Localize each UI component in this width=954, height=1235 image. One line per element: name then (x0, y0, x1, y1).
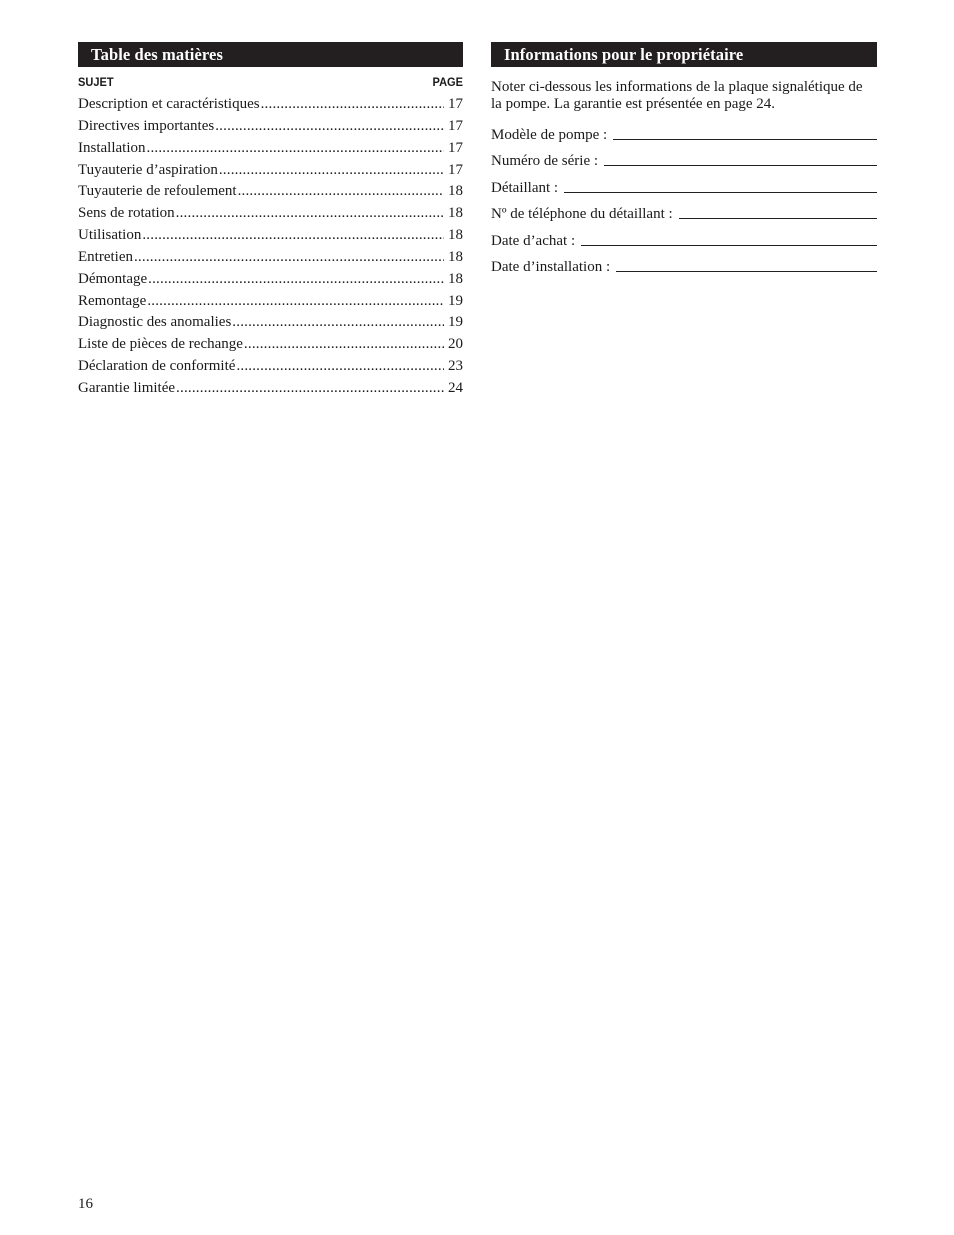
toc-entry-page: 18 (448, 227, 463, 244)
toc-entry-page: 20 (448, 336, 463, 353)
toc-leader-dots (147, 140, 445, 157)
toc-subject-header: SUJET (78, 75, 114, 89)
toc-title: Table des matières (78, 42, 463, 67)
toc-entry[interactable] (78, 271, 463, 293)
installation-date-blank-line[interactable] (616, 270, 877, 272)
toc-entry-label: Démontage (78, 270, 148, 287)
pump-model-blank-line[interactable] (613, 138, 877, 140)
dealer-blank-line[interactable] (564, 191, 877, 193)
toc-page-header: PAGE (432, 75, 464, 89)
toc-entry-label: Déclaration de conformité (78, 358, 236, 375)
installation-date-label: Date d’installation : (491, 259, 611, 275)
toc-leader-dots (176, 205, 444, 222)
toc-list (78, 96, 463, 402)
toc-entry[interactable] (78, 336, 463, 358)
toc-entry-page: 18 (448, 248, 463, 265)
toc-entry[interactable] (78, 358, 463, 380)
toc-entry[interactable] (78, 293, 463, 315)
toc-entry-label: Utilisation (78, 227, 142, 244)
toc-entry[interactable] (78, 314, 463, 336)
table-of-contents (78, 42, 463, 402)
toc-entry[interactable] (78, 162, 463, 184)
toc-entry-page: 18 (448, 270, 463, 287)
toc-leader-dots (238, 183, 444, 200)
toc-leader-dots (176, 380, 444, 397)
toc-entry[interactable] (78, 183, 463, 205)
toc-leader-dots (142, 227, 444, 244)
toc-leader-dots (232, 314, 444, 331)
toc-entry-page: 17 (448, 161, 463, 178)
toc-entry-page: 17 (448, 139, 463, 156)
purchase-date-label: Date d’achat : (491, 232, 576, 249)
dealer-phone-field (491, 197, 877, 224)
toc-entry-label: Directives importantes (78, 117, 215, 134)
dealer-phone-blank-line[interactable] (679, 217, 877, 219)
toc-entry[interactable] (78, 205, 463, 227)
owner-info-intro: Noter ci-dessous les informations de la plaque signalétique de la pompe. La garantie est présentée en page 24. (491, 79, 863, 112)
toc-entry[interactable] (78, 118, 463, 140)
toc-entry-label: Liste de pièces de rechange (78, 336, 243, 353)
toc-leader-dots (134, 249, 444, 266)
toc-entry-label: Garantie limitée (78, 379, 176, 396)
toc-entry-page: 23 (448, 358, 463, 375)
toc-leader-dots (236, 358, 444, 375)
toc-entry[interactable] (78, 380, 463, 402)
toc-entry-page: 19 (448, 292, 463, 309)
toc-entry-label: Remontage (78, 292, 147, 309)
toc-entry-label: Tuyauterie d’aspiration (78, 161, 218, 178)
toc-entry-label: Diagnostic des anomalies (78, 314, 232, 331)
installation-date-field (491, 250, 877, 277)
toc-entry-label: Sens de rotation (78, 205, 175, 222)
owner-information (491, 42, 877, 276)
owner-info-title: Informations pour le propriétaire (491, 42, 877, 67)
toc-entry-page: 18 (448, 183, 463, 200)
purchase-date-field (491, 223, 877, 250)
toc-leader-dots (215, 118, 444, 135)
dealer-field (491, 170, 877, 197)
purchase-date-blank-line[interactable] (581, 244, 877, 246)
toc-entry-page: 19 (448, 314, 463, 331)
pump-model-label: Modèle de pompe : (491, 126, 608, 143)
toc-entry[interactable] (78, 249, 463, 271)
toc-entry-page: 18 (448, 205, 463, 222)
toc-entry-label: Installation (78, 139, 146, 156)
toc-leader-dots (148, 271, 444, 288)
toc-entry-label: Entretien (78, 248, 133, 265)
serial-number-blank-line[interactable] (604, 164, 877, 166)
pump-model-field (491, 117, 877, 144)
serial-number-field (491, 144, 877, 171)
toc-entry-label: Tuyauterie de refoulement (78, 183, 237, 200)
toc-entry-page: 24 (448, 379, 463, 396)
toc-leader-dots (261, 96, 444, 113)
dealer-label: Détaillant : (491, 179, 559, 196)
toc-entry-label: Description et caractéristiques (78, 96, 260, 112)
toc-entry-page: 17 (448, 117, 463, 134)
toc-column-headers (78, 74, 463, 90)
toc-leader-dots (219, 162, 444, 179)
toc-entry[interactable] (78, 140, 463, 162)
toc-entry[interactable] (78, 96, 463, 118)
serial-number-label: Numéro de série : (491, 153, 599, 169)
toc-entry-page: 17 (448, 96, 463, 112)
owner-info-fields (491, 117, 877, 276)
toc-leader-dots (244, 336, 444, 353)
page-number: 16 (78, 1196, 93, 1212)
dealer-phone-label: Nº de téléphone du détaillant : (491, 206, 673, 222)
toc-leader-dots (147, 293, 444, 310)
toc-entry[interactable] (78, 227, 463, 249)
